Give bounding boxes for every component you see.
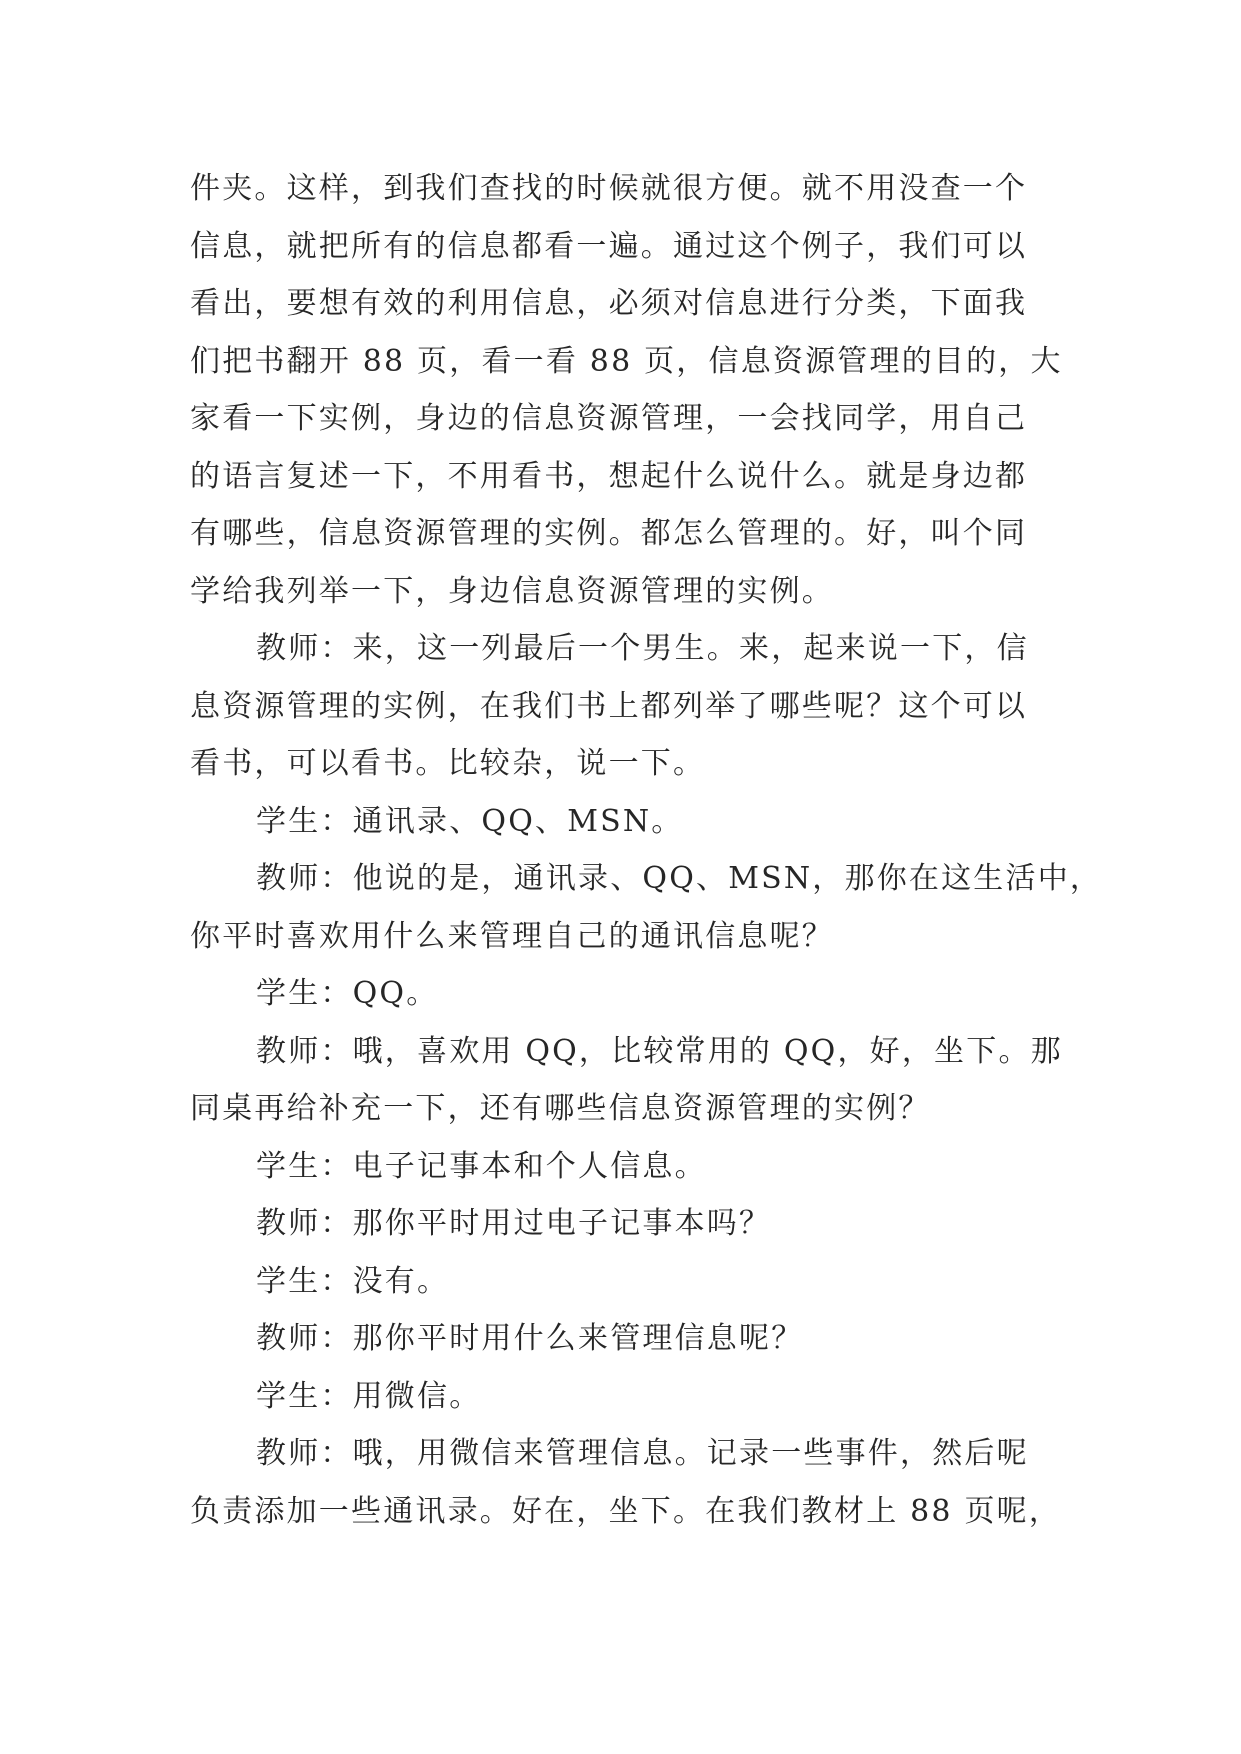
- text-line: 看出，要想有效的利用信息，必须对信息进行分类，下面我: [190, 286, 1028, 321]
- text-line: 学生：没有。: [256, 1263, 450, 1299]
- text-line: 们把书翻开 88 页，看一看 88 页，信息资源管理的目的，大: [190, 343, 1063, 379]
- text-line: 学生：用微信。: [256, 1378, 482, 1414]
- text-line: 学生：电子记事本和个人信息。: [256, 1148, 707, 1184]
- text-line: 的语言复述一下，不用看书，想起什么说什么。就是身边都: [190, 458, 1028, 494]
- text-line: 件夹。这样，到我们查找的时候就很方便。就不用没查一个: [190, 171, 1028, 206]
- text-line: 教师：哦，喜欢用 QQ，比较常用的 QQ，好，坐下。那: [256, 1033, 1063, 1069]
- text-line: 家看一下实例，身边的信息资源管理，一会找同学，用自己: [190, 401, 1028, 436]
- text-line: 信息，就把所有的信息都看一遍。通过这个例子，我们可以: [190, 228, 1028, 264]
- text-line: 负责添加一些通讯录。好在，坐下。在我们教材上 88 页呢，: [190, 1493, 1062, 1529]
- text-line: 息资源管理的实例，在我们书上都列举了哪些呢？这个可以: [190, 688, 1028, 724]
- text-line: 看书，可以看书。比较杂，说一下。: [190, 746, 706, 781]
- text-line: 你平时喜欢用什么来管理自己的通讯信息呢？: [190, 918, 834, 954]
- text-line: 教师：那你平时用过电子记事本吗？: [256, 1206, 772, 1241]
- text-line: 学生：通讯录、QQ、MSN。: [256, 803, 684, 839]
- text-line: 教师：他说的是，通讯录、QQ、MSN，那你在这生活中，: [256, 861, 1103, 896]
- text-line: 教师：那你平时用什么来管理信息呢？: [256, 1321, 804, 1356]
- text-line: 学生：QQ。: [256, 976, 439, 1011]
- text-line: 教师：哦，用微信来管理信息。记录一些事件，然后呢: [256, 1436, 1029, 1471]
- text-line: 教师：来，这一列最后一个男生。来，起来说一下，信: [256, 631, 1029, 666]
- text-line: 有哪些，信息资源管理的实例。都怎么管理的。好，叫个同: [190, 516, 1028, 551]
- body-text: [190, 160, 1103, 1540]
- text-line: 同桌再给补充一下，还有哪些信息资源管理的实例？: [190, 1091, 931, 1126]
- text-line: 学给我列举一下，身边信息资源管理的实例。: [190, 573, 834, 609]
